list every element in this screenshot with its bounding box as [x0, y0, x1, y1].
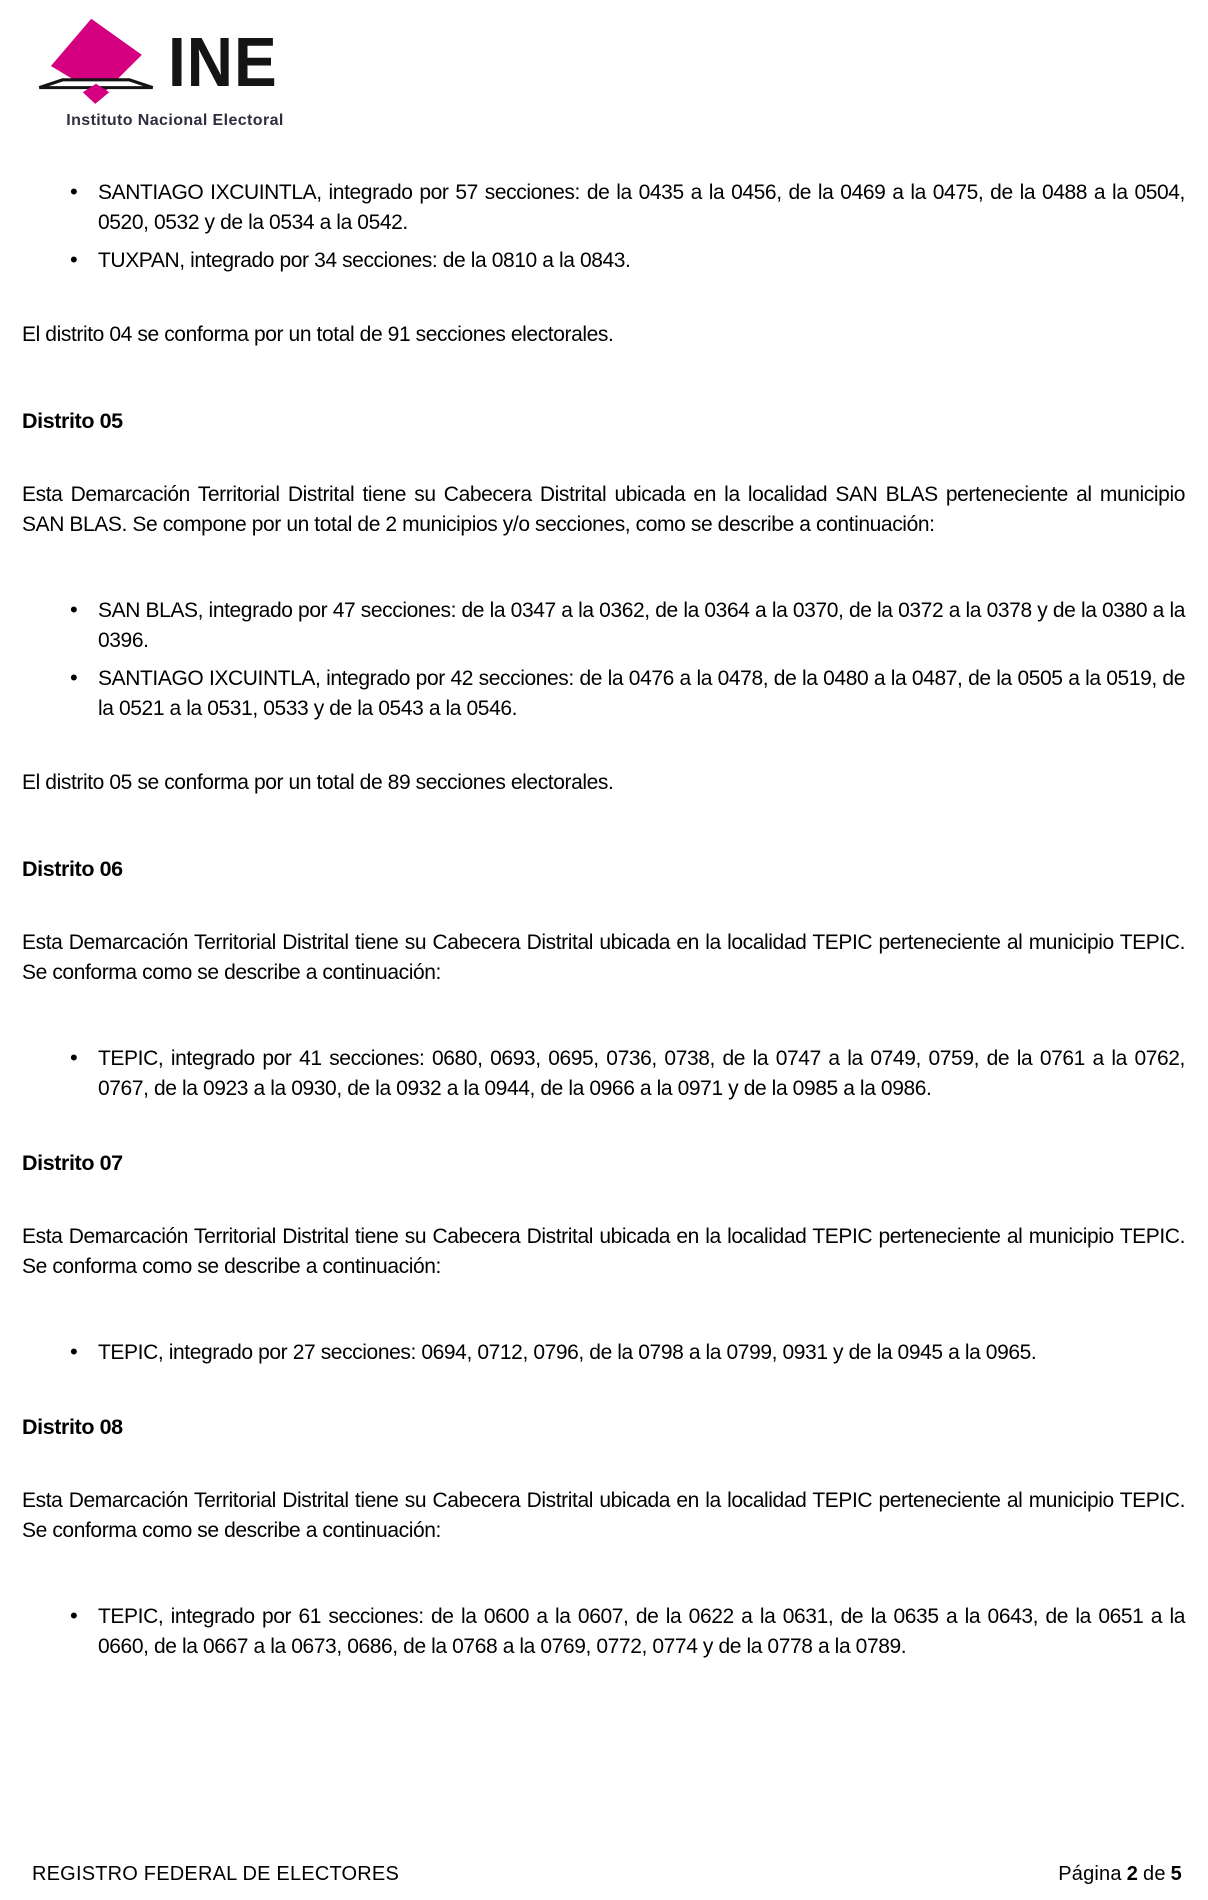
- ine-logo-top: [30, 14, 320, 110]
- footer-left-text: REGISTRO FEDERAL DE ELECTORES: [32, 1863, 399, 1885]
- ballot-diamond-icon: [30, 14, 162, 110]
- bullet-item: • SANTIAGO IXCUINTLA, integrado por 42 secciones: de la 0476 a la 0478, de la 0480 a la 0487, de la 0505 a la 0519, de la 0521 a la 0531, 0533 y de la 0543 a la 0546.: [70, 664, 1185, 724]
- bullet-list: [22, 596, 1185, 724]
- section-heading: Distrito 06: [22, 857, 123, 881]
- section-distrito-07: [22, 1148, 1185, 1368]
- bullet-item: • SANTIAGO IXCUINTLA, integrado por 57 secciones: de la 0435 a la 0456, de la 0469 a la 0475, de la 0488 a la 0504, 0520, 0532 y de la 0534 a la 0542.: [70, 178, 1185, 238]
- page-total: 5: [1170, 1863, 1182, 1885]
- section-paragraph: Esta Demarcación Territorial Distrital tiene su Cabecera Distrital ubicada en la localidad TEPIC perteneciente al municipio TEPIC. Se conforma como se describe a continuación:: [22, 1225, 1185, 1278]
- bullet-item: • TEPIC, integrado por 61 secciones: de la 0600 a la 0607, de la 0622 a la 0631, de la 0635 a la 0643, de la 0651 a la 0660, de la 0667 a la 0673, 0686, de la 0768 a la 0769, 0772, 0774 y de la 0778 a la 0789.: [70, 1602, 1185, 1662]
- section-paragraph: Esta Demarcación Territorial Distrital tiene su Cabecera Distrital ubicada en la localidad SAN BLAS perteneciente al municipio SAN BLAS. Se compone por un total de 2 municipios y/o secciones, como se describe a continuación:: [22, 483, 1185, 536]
- section-distrito-08: [22, 1412, 1185, 1662]
- section-summary: El distrito 05 se conforma por un total de 89 secciones electorales.: [22, 771, 614, 794]
- logo-subtitle: Instituto Nacional Electoral: [66, 112, 284, 129]
- page-number: 2: [1126, 1863, 1139, 1885]
- section-heading: Distrito 05: [22, 409, 123, 433]
- page-word: Página: [1058, 1863, 1122, 1885]
- brand-text: INE: [168, 23, 278, 101]
- page-indicator: [1053, 1863, 1182, 1886]
- bullet-list-distrito-04: [22, 178, 1185, 276]
- section-distrito-06: [22, 854, 1185, 1104]
- page-footer: [32, 1863, 1182, 1886]
- section-heading: Distrito 07: [22, 1151, 123, 1175]
- ine-logo: [30, 14, 320, 130]
- section-heading: Distrito 08: [22, 1415, 123, 1439]
- bullet-list: [22, 1338, 1185, 1368]
- section-paragraph: Esta Demarcación Territorial Distrital tiene su Cabecera Distrital ubicada en la localidad TEPIC perteneciente al municipio TEPIC. Se conforma como se describe a continuación:: [22, 1489, 1185, 1542]
- document-content: [0, 130, 1208, 1662]
- bullet-item: • TUXPAN, integrado por 34 secciones: de la 0810 a la 0843.: [70, 246, 1185, 276]
- section-paragraph: Esta Demarcación Territorial Distrital tiene su Cabecera Distrital ubicada en la localidad TEPIC perteneciente al municipio TEPIC. Se conforma como se describe a continuación:: [22, 931, 1185, 984]
- district-04-summary: El distrito 04 se conforma por un total de 91 secciones electorales.: [22, 323, 614, 346]
- bullet-item: • SAN BLAS, integrado por 47 secciones: de la 0347 a la 0362, de la 0364 a la 0370, de la 0372 a la 0378 y de la 0380 a la 0396.: [70, 596, 1185, 656]
- bullet-list: [22, 1044, 1185, 1104]
- section-distrito-05: [22, 406, 1185, 798]
- of-word: de: [1143, 1863, 1166, 1885]
- bullet-item: • TEPIC, integrado por 27 secciones: 0694, 0712, 0796, de la 0798 a la 0799, 0931 y de la 0945 a la 0965.: [70, 1338, 1185, 1368]
- bullet-list: [22, 1602, 1185, 1662]
- bullet-item: • TEPIC, integrado por 41 secciones: 0680, 0693, 0695, 0736, 0738, de la 0747 a la 0749, 0759, de la 0761 a la 0762, 0767, de la 0923 a la 0930, de la 0932 a la 0944, de la 0966 a la 0971 y de la 0985 a la 0986.: [70, 1044, 1185, 1104]
